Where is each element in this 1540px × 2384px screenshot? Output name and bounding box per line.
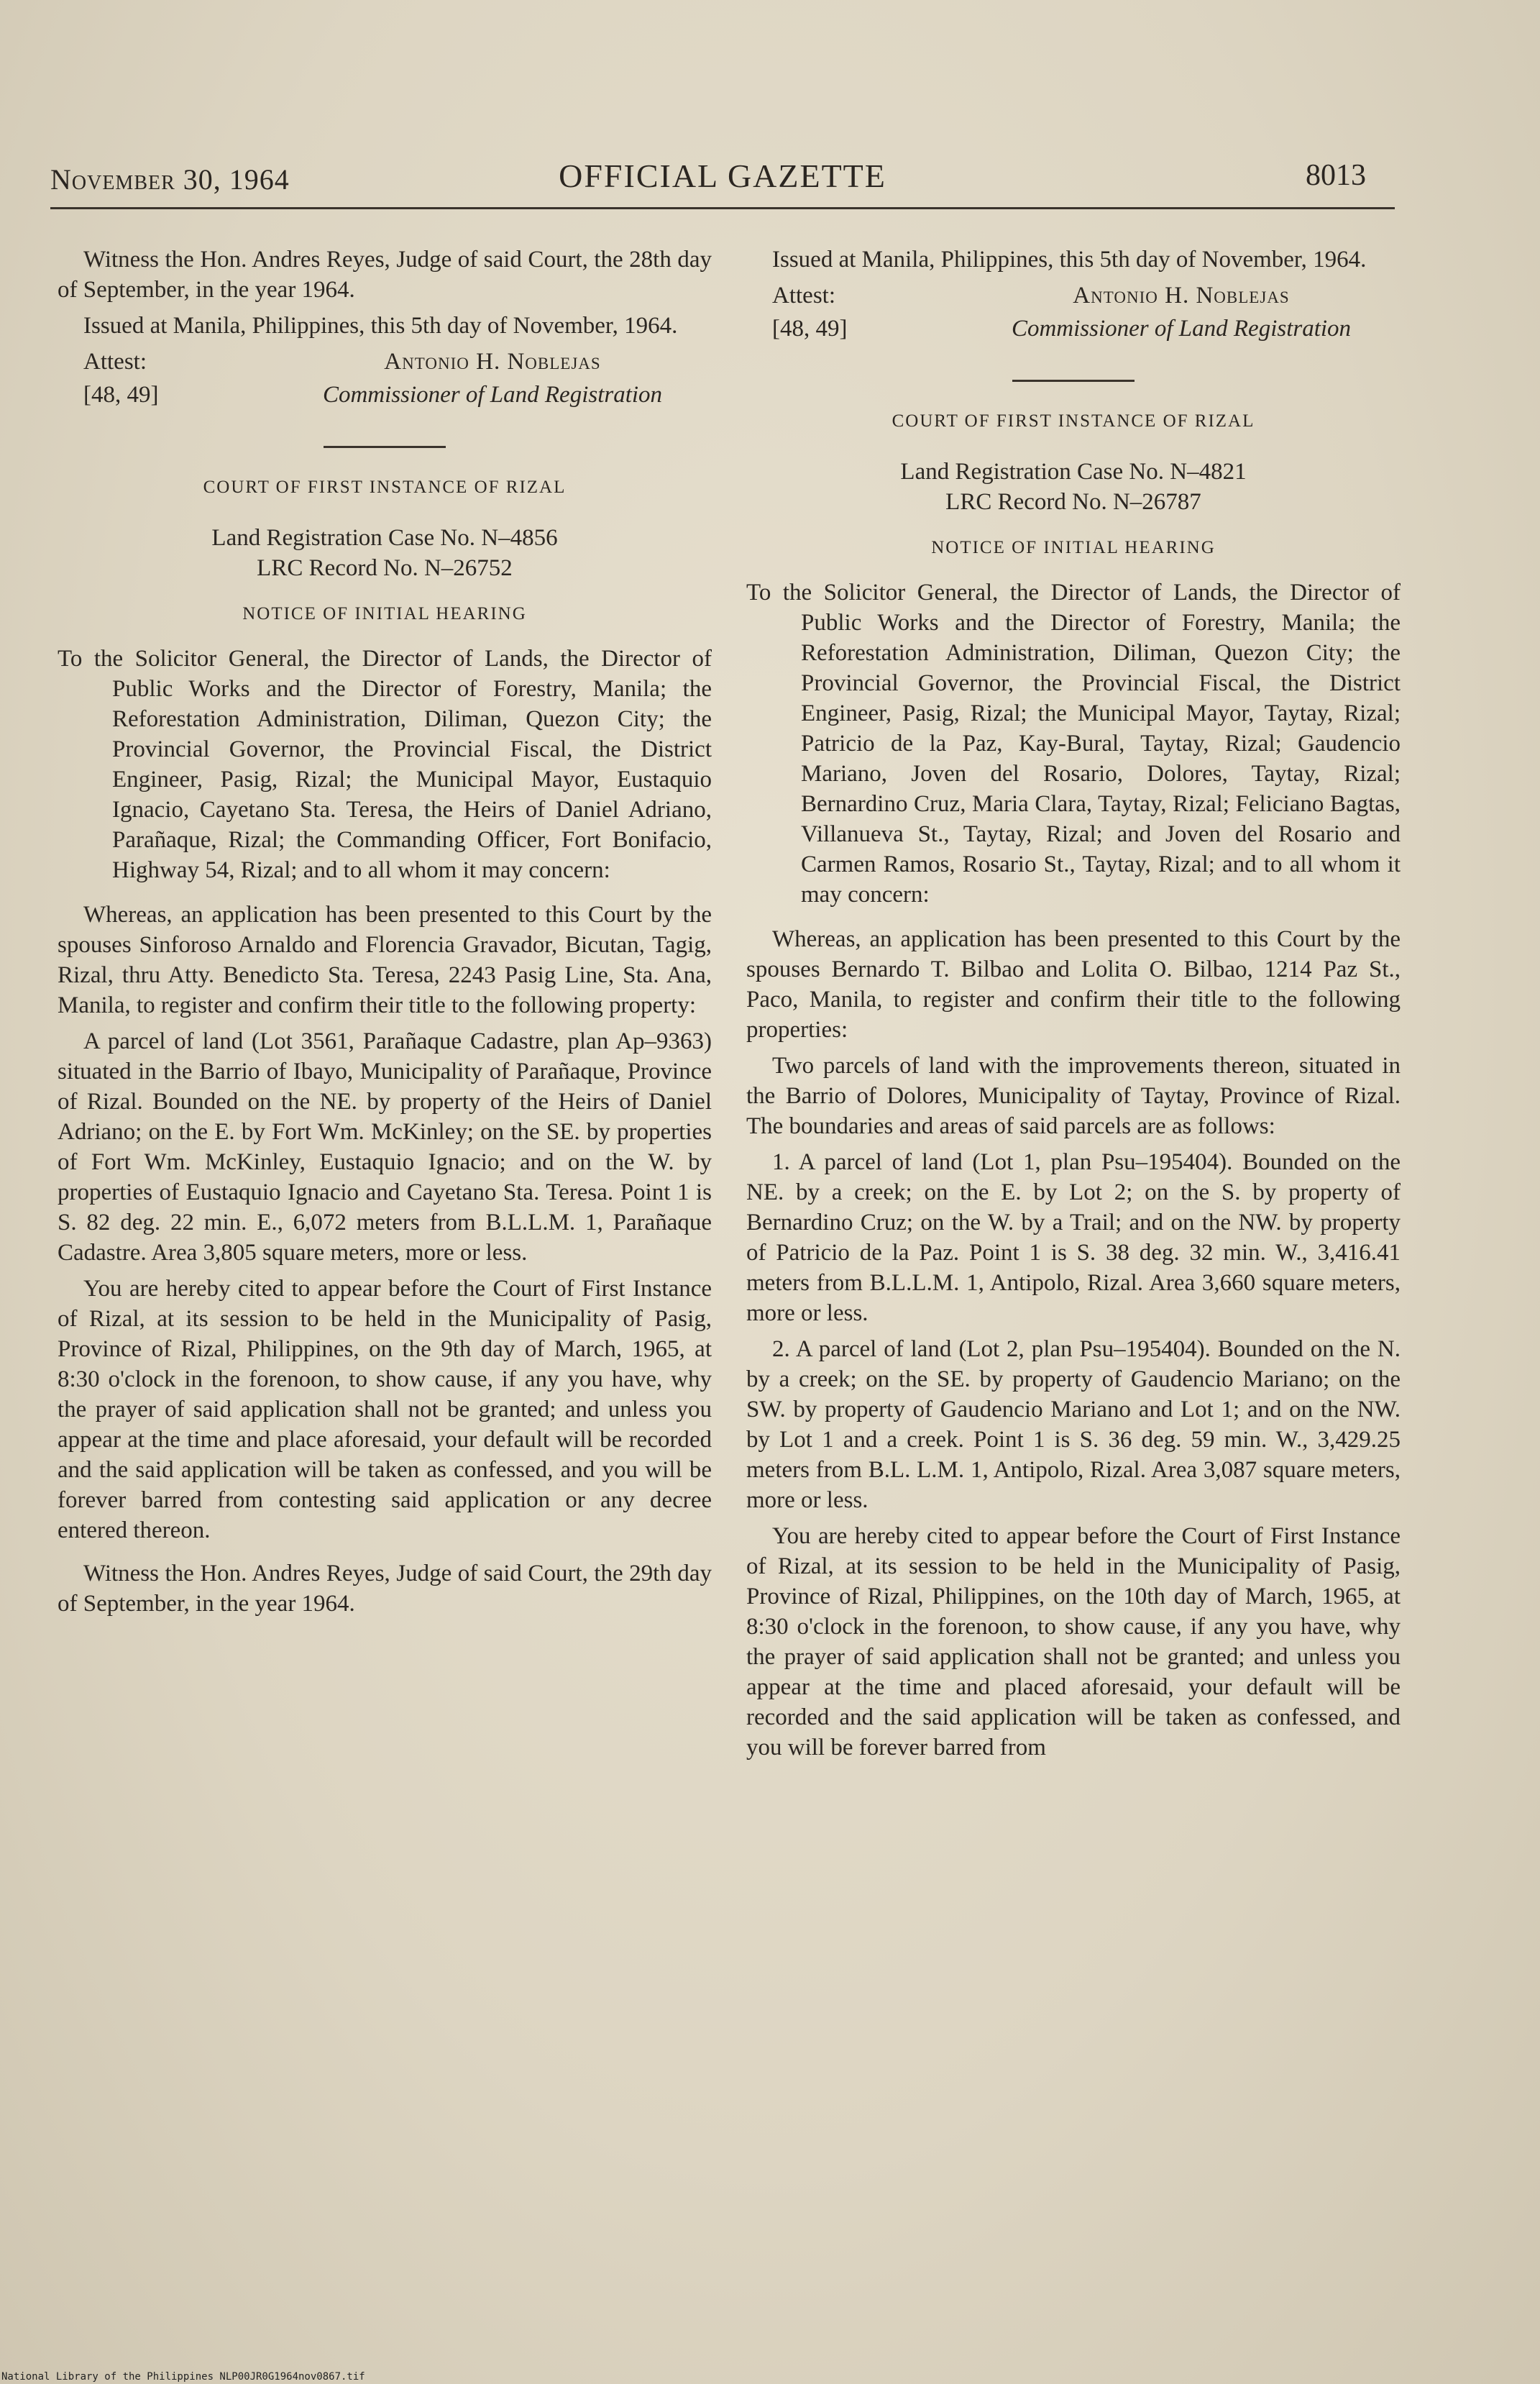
issued-paragraph: Issued at Manila, Philippines, this 5th day of November, 1964. [772,247,1367,273]
attest-line [58,347,712,377]
issued-paragraph: Issued at Manila, Philippines, this 5th day of November, 1964. [83,313,678,339]
attest-label: Attest: [83,349,147,375]
section-divider [324,446,446,448]
issue-reference: [48, 49] [83,382,159,408]
whereas-paragraph: Whereas, an application has been presented to this Court by the spouses Bernardo T. Bilbao and Lolita O. Bilbao, 1214 Paz St., Paco, Manila, to register and confirm their title to the following properties: [746,926,1401,1043]
attest-name: Antonio H. Noblejas [384,349,601,375]
header-date: November 30, 1964 [50,163,290,196]
attest-label: Attest: [772,283,835,309]
witness-paragraph: Witness the Hon. Andres Reyes, Judge of said Court, the 28th day of September, in the year 1964. [58,247,712,303]
scan-footer: National Library of the Philippines NLP00JR0G1964nov0867.tif [1,2371,365,2383]
parcel-1-paragraph: 1. A parcel of land (Lot 1, plan Psu–195404). Bounded on the NE. by a creek; on the E. by Lot 2; on the S. by property of Bernardino Cruz; on the W. by a Trail; and on the NW. by property of Patricio de la Paz. Point 1 is S. 38 deg. 32 min. W., 3,416.41 meters from B.L.L.M. 1, Antipolo, Rizal. Area 3,660 square meters, more or less. [746,1149,1401,1326]
record-number: LRC Record No. N–26787 [945,489,1201,515]
attest-name: Antonio H. Noblejas [1073,283,1290,309]
case-number: Land Registration Case No. N–4856 [211,525,558,551]
whereas-paragraph: Whereas, an application has been presented to this Court by the spouses Sinforoso Arnaldo and Florencia Gravador, Bicutan, Tagig, Rizal, thru Atty. Benedicto Sta. Teresa, 2243 Pasig Line, Sta. Ana, Manila, to register and confirm their title to the following property: [58,902,712,1018]
attest-title: Commissioner of Land Registration [1011,316,1352,342]
attest-line [746,280,1401,311]
record-number: LRC Record No. N–26752 [257,555,513,581]
page-number: 8013 [1306,159,1366,192]
header-title: OFFICIAL GAZETTE [559,157,886,194]
parcel-2-paragraph: 2. A parcel of land (Lot 2, plan Psu–195404). Bounded on the N. by a creek; on the SE. by property of Gaudencio Mariano; on the SW. by property of Gaudencio Mariano and Lot 1; and on the NW. by Lot 1 and a creek. Point 1 is S. 36 deg. 59 min. W., 3,429.25 meters from B.L. L.M. 1, Antipolo, Rizal. Area 3,087 square meters, more or less. [746,1336,1401,1513]
court-heading: COURT OF FIRST INSTANCE OF RIZAL [203,478,567,497]
addressees-paragraph: To the Solicitor General, the Director of Lands, the Director of Public Works and the Director of Forestry, Manila; the Reforestation Administration, Diliman, Quezon City; the Provincial Governor, the Provincial Fiscal, the District Engineer, Pasig, Rizal; the Municipal Mayor, Eustaquio Ignacio, Cayetano Sta. Teresa, the Heirs of Daniel Adriano, Parañaque, Rizal; the Commanding Officer, Fort Bonifacio, Highway 54, Rizal; and to all whom it may concern: [58,646,712,883]
right-column [746,245,1401,1768]
parcel-paragraph: A parcel of land (Lot 3561, Parañaque Cadastre, plan Ap–9363) situated in the Barrio of Ibayo, Municipality of Parañaque, Province of Rizal. Bounded on the NE. by property of the Heirs of Daniel Adriano; on the E. by Fort Wm. McKinley; on the SE. by properties of Fort Wm. McKinley, Eustaquio Ignacio; and on the W. by properties of Eustaquio Ignacio and Cayetano Sta. Teresa. Point 1 is S. 82 deg. 22 min. E., 6,072 meters from B.L.L.M. 1, Parañaque Cadastre. Area 3,805 square meters, more or less. [58,1028,712,1266]
court-heading: COURT OF FIRST INSTANCE OF RIZAL [892,411,1255,431]
notice-heading: NOTICE OF INITIAL HEARING [931,538,1216,557]
addressees-paragraph: To the Solicitor General, the Director of Lands, the Director of Public Works and the Director of Forestry, Manila; the Reforestation Administration, Diliman, Quezon City; the Provincial Governor, the Provincial Fiscal, the District Engineer, Pasig, Rizal; the Municipal Mayor, Taytay, Rizal; Patricio de la Paz, Kay-Bural, Taytay, Rizal; Gaudencio Mariano, Joven del Rosario, Dolores, Taytay, Rizal; Bernardino Cruz, Maria Clara, Taytay, Rizal; Feliciano Bagtas, Villanueva St., Taytay, Rizal; and Joven del Rosario and Carmen Ramos, Rosario St., Taytay, Rizal; and to all whom it may concern: [746,580,1401,908]
cited-paragraph: You are hereby cited to appear before the Court of First Instance of Rizal, at its session to be held in the Municipality of Pasig, Province of Rizal, Philippines, on the 9th day of March, 1965, at 8:30 o'clock in the forenoon, to show cause, if any you have, why the prayer of said application shall not be granted; and unless you appear at the time and place aforesaid, your default will be recorded and the said application will be taken as confessed, and you will be forever barred from contesting said application or any decree entered thereon. [58,1276,712,1543]
left-column [58,245,712,1625]
attest-title-line [58,380,712,410]
witness-paragraph-2: Witness the Hon. Andres Reyes, Judge of said Court, the 29th day of September, in the year 1964. [58,1561,712,1617]
issue-reference: [48, 49] [772,316,848,342]
parcels-intro-paragraph: Two parcels of land with the improvements thereon, situated in the Barrio of Dolores, Municipality of Taytay, Province of Rizal. The boundaries and areas of said parcels are as follows: [746,1053,1401,1139]
section-divider [1012,380,1135,382]
case-number: Land Registration Case No. N–4821 [900,459,1247,485]
page-header [50,157,1395,209]
cited-paragraph: You are hereby cited to appear before the Court of First Instance of Rizal, at its session to be held in the Municipality of Pasig, Province of Rizal, Philippines, on the 10th day of March, 1965, at 8:30 o'clock in the forenoon, to show cause, if any you have, why the prayer of said application shall not be granted; and unless you appear at the time and placed aforesaid, your default will be recorded and the said application will be taken as confessed, and you will be forever barred from [746,1523,1401,1760]
attest-title-line [746,314,1401,344]
attest-title: Commissioner of Land Registration [322,382,663,408]
notice-heading: NOTICE OF INITIAL HEARING [242,604,527,624]
